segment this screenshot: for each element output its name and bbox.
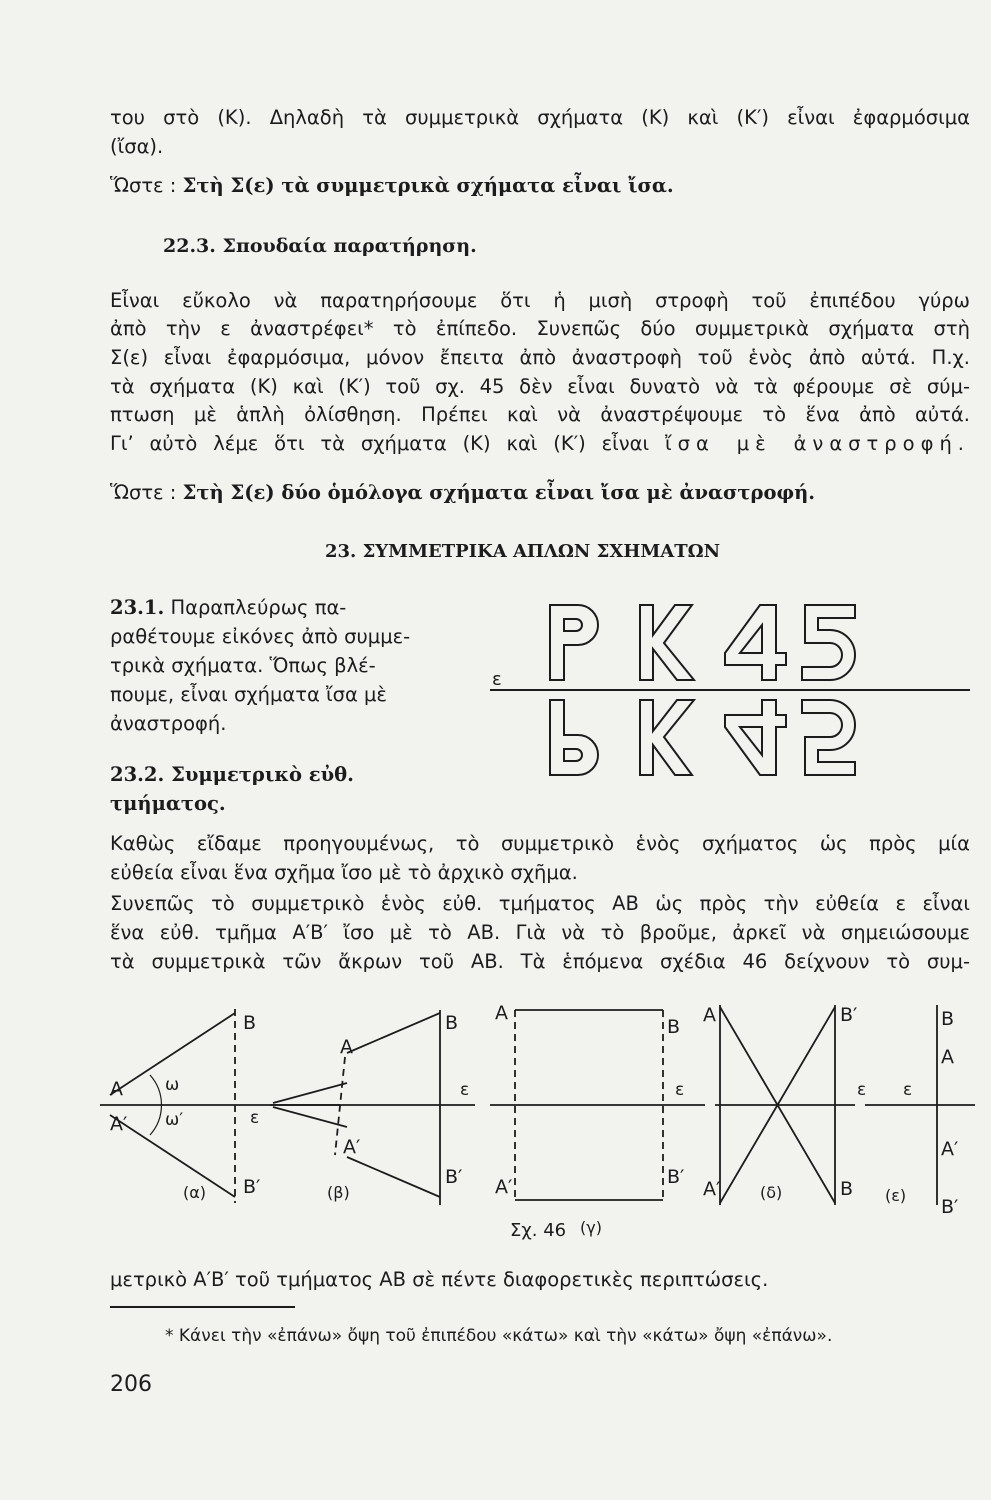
fig46d-eps: ε <box>857 1080 867 1100</box>
section-23-1-line-2: ραθέτουμε εἰκόνες ἀπὸ συμμε- <box>110 625 411 648</box>
para3-line-3: τὰ συμμετρικὰ τῶν ἄκρων τοῦ ΑΒ. Τὰ ἑπόμενα σχέδια 46 δείχνουν τὸ συμ- <box>110 950 970 973</box>
fig45-glyph-5 <box>802 605 855 680</box>
footnote: * Κάνει τὴν «ἐπάνω» ὄψη τοῦ ἐπιπέδου «κάτω» καὶ τὴν «κάτω» ὄψη «ἐπάνω». <box>165 1326 833 1346</box>
section-23-2-title-1: Συμμετρικὸ εὐθ. <box>171 763 354 786</box>
section-23-1-line-4: πουμε, εἶναι σχήματα ἴσα μὲ <box>110 683 387 706</box>
fig45-glyph-k-mirror <box>640 700 694 775</box>
fig46b-a: Α <box>340 1036 353 1058</box>
conclusion-1 <box>110 171 970 200</box>
para1-line-2: ἀπὸ τὴν ε ἀναστρέφει* τὸ ἐπίπεδο. Συνεπῶς δύο συμμετρικὰ σχήματα στὴ <box>110 317 970 340</box>
fig46e-label: (ε) <box>885 1186 907 1205</box>
section-23-2-number: 23.2. <box>110 763 165 786</box>
figure-46 <box>95 995 975 1255</box>
section-23-1-line-3: τρικὰ σχήματα. Ὅπως βλέ- <box>110 654 376 677</box>
fig46b-b1: Β′ <box>445 1166 463 1188</box>
fig46c-a: Α <box>495 1002 508 1024</box>
section-23-1 <box>110 593 465 738</box>
para1-line-4: τὰ σχήματα (Κ) καὶ (Κ′) τοῦ σχ. 45 δὲν εἶναι δυνατὸ νὰ τὰ φέρουμε σὲ σύμ- <box>110 375 970 398</box>
intro-line-1: του στὸ (Κ). Δηλαδὴ τὰ συμμετρικὰ σχήματα (Κ) καὶ (Κ′) εἶναι ἐφαρμόσιμα <box>110 106 970 129</box>
fig46b-b: Β <box>445 1012 459 1034</box>
fig46b-a1: Α′ <box>343 1136 361 1158</box>
fig46d-a: Α <box>703 1004 716 1026</box>
para2-line-1: Καθὼς εἴδαμε προηγουμένως, τὸ συμμετρικὸ ἑνὸς σχήματος ὡς πρὸς μία <box>110 832 970 855</box>
fig46d-b: Β <box>840 1178 854 1200</box>
page-number: 206 <box>110 1372 152 1397</box>
section-23-1-line-1: Παραπλεύρως πα- <box>170 596 347 619</box>
para2-line-2: εὐθεία εἶναι ἕνα σχῆμα ἴσο μὲ τὸ ἀρχικὸ σχῆμα. <box>110 861 578 884</box>
fig46c-a1: Α′ <box>495 1176 513 1198</box>
section-23-1-number: 23.1. <box>110 596 165 619</box>
para1-line-6 <box>110 429 970 458</box>
para1-line-1: Εἶναι εὔκολο νὰ παρατηρήσουμε ὅτι ἡ μισὴ στροφὴ τοῦ ἐπιπέδου γύρω <box>110 289 970 312</box>
fig46b-eps: ε <box>460 1080 470 1100</box>
fig46e-eps: ε <box>903 1080 913 1100</box>
fig46e-b: Β <box>941 1008 955 1030</box>
conclusion-1-text: Στὴ Σ(ε) τὰ συμμετρικὰ σχήματα εἶναι ἴσα. <box>182 174 674 197</box>
para1-line-3: Σ(ε) εἶναι ἐφαρμόσιμα, μόνον ἔπειτα ἀπὸ ἀναστροφὴ τοῦ ἑνὸς ἀπὸ αὐτά. Π.χ. <box>110 346 970 369</box>
conclusion-1-prefix: Ὥστε : <box>110 174 177 197</box>
para1-last-prefix: Γι’ αὐτὸ λέμε ὅτι τὰ σχήματα (Κ) καὶ (Κ′) εἶναι <box>110 432 650 455</box>
fig45-glyph-p <box>550 605 598 680</box>
fig46a-eps: ε <box>250 1108 260 1128</box>
para4: μετρικὸ Α′Β′ τοῦ τμήματος ΑΒ σὲ πέντε διαφορετικὲς περιπτώσεις. <box>110 1268 769 1291</box>
footnote-rule <box>110 1306 295 1308</box>
fig46c-label: (γ) <box>580 1218 602 1237</box>
section-22-3-title: Σπουδαία παρατήρηση. <box>222 235 477 257</box>
fig45-glyph-4 <box>725 605 786 680</box>
fig46a-b1: Β′ <box>243 1176 261 1198</box>
figure-45 <box>470 585 970 805</box>
fig46d-b1: Β′ <box>840 1004 858 1026</box>
para3-line-2: ἕνα εὐθ. τμῆμα Α′Β′ ἴσο μὲ τὸ ΑΒ. Γιὰ νὰ τὸ βροῦμε, ἀρκεῖ νὰ σημειώσουμε <box>110 921 970 944</box>
fig45-glyph-4-mirror <box>725 700 786 775</box>
fig46e-b1: Β′ <box>941 1196 959 1218</box>
fig45-glyph-5-mirror <box>802 700 855 775</box>
conclusion-2-prefix: Ὥστε : <box>110 481 177 504</box>
fig46d-label: (δ) <box>760 1183 783 1202</box>
fig46a-label: (α) <box>183 1183 207 1202</box>
fig46e-a1: Α′ <box>941 1138 959 1160</box>
section-23-heading: 23. ΣΥΜΜΕΤΡΙΚΑ ΑΠΛΩΝ ΣΧΗΜΑΤΩΝ <box>325 541 721 562</box>
para1-line-5: πτωση μὲ ἁπλὴ ὀλίσθηση. Πρέπει καὶ νὰ ἀναστρέψουμε τὸ ἕνα ἀπὸ αὐτά. <box>110 403 970 426</box>
fig46c-b: Β <box>667 1016 681 1038</box>
para1-last-spaced: ἴσα μὲ ἀναστροφή. <box>665 432 971 455</box>
fig46d-a1: Α′ <box>703 1178 721 1200</box>
section-22-3-number: 22.3. <box>163 235 216 257</box>
figure-46-caption: Σχ. 46 <box>510 1220 567 1241</box>
fig45-axis-label: ε <box>492 669 502 690</box>
section-23-1-line-5: ἀναστροφή. <box>110 712 227 735</box>
fig46c-eps: ε <box>675 1080 685 1100</box>
section-23-2-title-2: τμήματος. <box>110 792 226 815</box>
fig46a-omega1: ω′ <box>165 1110 184 1130</box>
conclusion-2 <box>110 478 970 507</box>
intro-line-2: (ἴσα). <box>110 135 164 158</box>
fig46e-a: Α <box>941 1046 954 1068</box>
fig46a-a: Α <box>110 1078 123 1100</box>
fig46a-omega: ω <box>165 1075 180 1095</box>
fig45-glyph-k <box>640 605 694 680</box>
fig46a-a1: Α′ <box>110 1113 128 1135</box>
fig46b-label: (β) <box>327 1183 350 1202</box>
para3-line-1: Συνεπῶς τὸ συμμετρικὸ ἑνὸς εὐθ. τμήματος ΑΒ ὡς πρὸς τὴν εὐθεία ε εἶναι <box>110 892 970 915</box>
conclusion-2-text: Στὴ Σ(ε) δύο ὁμόλογα σχήματα εἶναι ἴσα μὲ ἀναστροφή. <box>182 481 816 504</box>
fig46c-b1: Β′ <box>667 1166 685 1188</box>
section-23-2-heading <box>110 760 465 818</box>
section-22-3-heading <box>163 235 477 257</box>
fig45-glyph-p-mirror <box>550 700 598 775</box>
fig46a-b: Β <box>243 1012 257 1034</box>
